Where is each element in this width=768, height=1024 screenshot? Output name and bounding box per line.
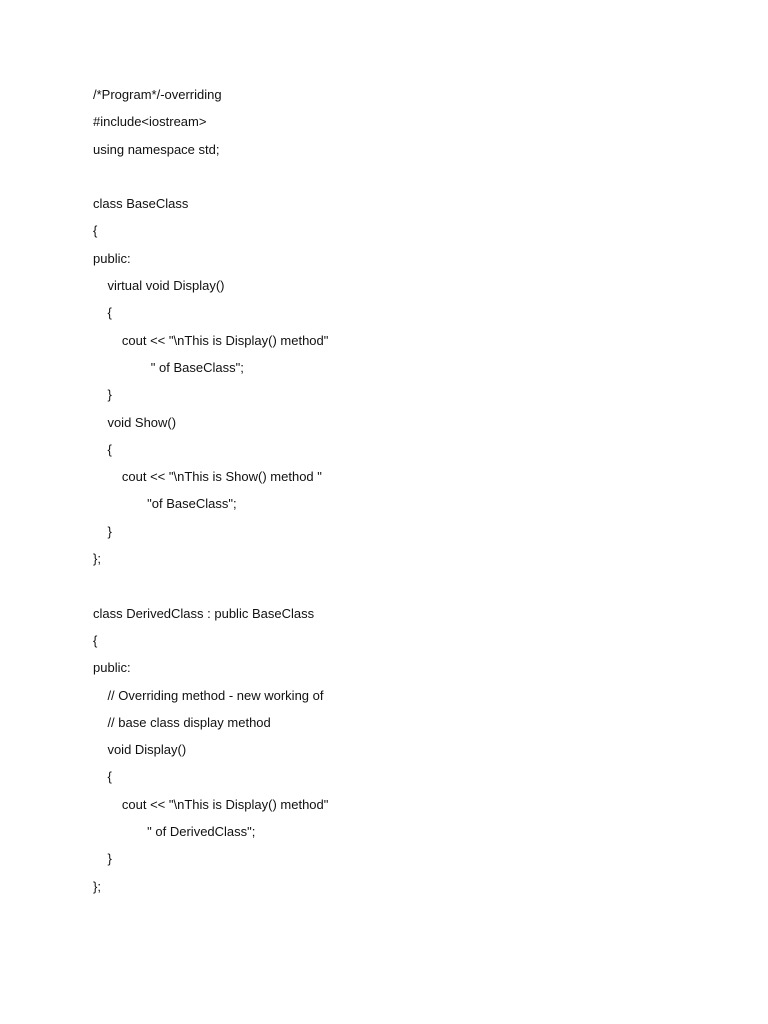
code-line: using namespace std; (93, 141, 220, 157)
code-line: virtual void Display() (93, 278, 225, 294)
code-line: " of DerivedClass"; (93, 824, 256, 840)
code-line: public: (93, 250, 131, 266)
code-listing (93, 86, 693, 905)
code-line: cout << "\nThis is Show() method " (93, 469, 322, 485)
code-line: void Display() (93, 742, 187, 758)
code-line: } (93, 387, 112, 403)
code-line: class DerivedClass : public BaseClass (93, 605, 315, 621)
code-comment-line: // Overriding method - new working of (93, 687, 324, 703)
code-line: { (93, 632, 98, 648)
code-line: { (93, 769, 112, 785)
blank-line (93, 577, 693, 604)
code-line: { (93, 441, 112, 457)
blank-line (93, 168, 693, 195)
code-line: "of BaseClass"; (93, 496, 237, 512)
code-line: " of BaseClass"; (93, 359, 244, 375)
code-line: { (93, 305, 112, 321)
code-line: } (93, 523, 112, 539)
code-line: public: (93, 660, 131, 676)
code-comment-line: // base class display method (93, 714, 271, 730)
code-line: }; (93, 878, 101, 894)
code-line: class BaseClass (93, 196, 189, 212)
code-line: #include<iostream> (93, 114, 207, 130)
code-line: /*Program*/-overriding (93, 87, 222, 102)
code-line: cout << "\nThis is Display() method" (93, 332, 329, 348)
code-line: { (93, 223, 98, 239)
code-line: }; (93, 551, 101, 567)
code-line: cout << "\nThis is Display() method" (93, 796, 329, 812)
code-line: } (93, 851, 112, 867)
code-line: void Show() (93, 414, 177, 430)
